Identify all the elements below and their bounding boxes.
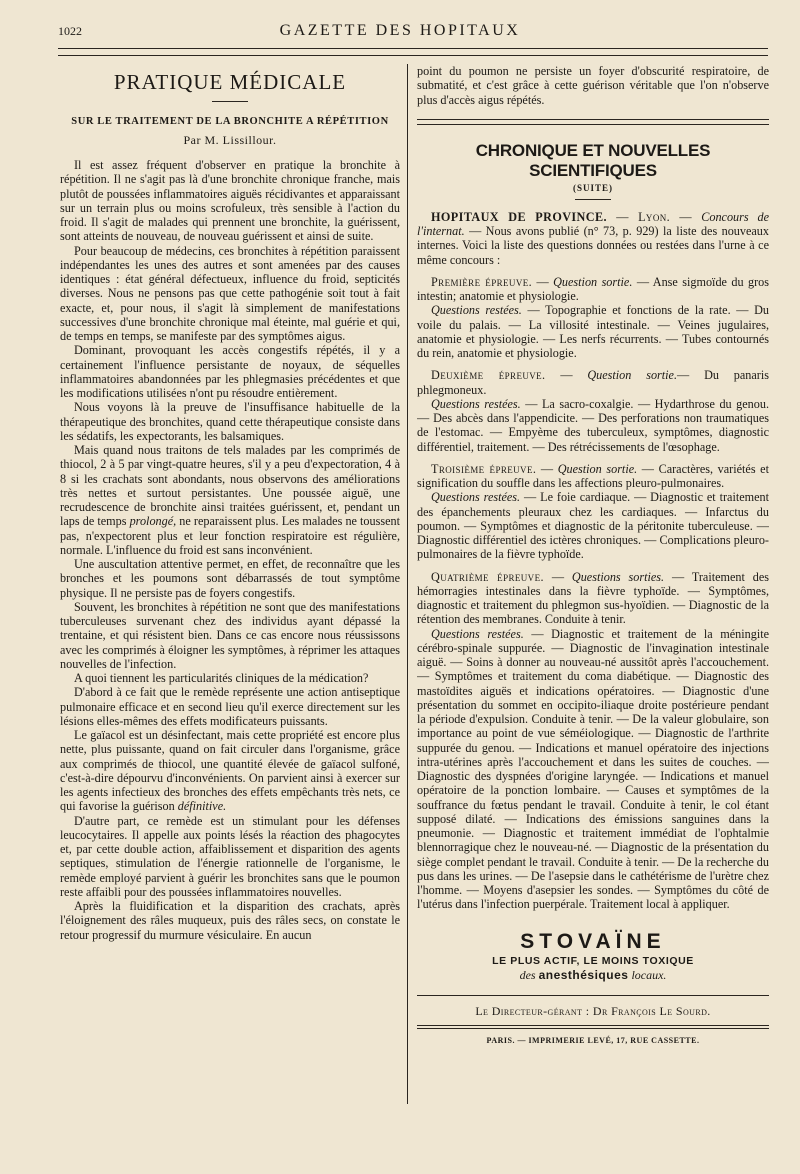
header-rule: [58, 48, 768, 49]
paragraph: Pour beaucoup de médecins, ces bronchites à répétition paraissent indépendantes les unes des autres et sont amenées par des causes identiques : état général défectueux, influence du froid, septicités diverses. Nous ne pensons pas que cette pathogénie soit tout à fait exacte, et, pour nous, il s'agit là simplement de manifestations successives d'une bronchite chronique mal éteinte, mal guérie et qui, de temps en temps, se manifeste par des symptômes aigus.: [60, 243, 400, 343]
epreuve-sortie: Première épreuve. — Question sortie. — Anse sigmoïde du gros intestin; anatomie et physiologie.: [417, 274, 769, 303]
article-title: SUR LE TRAITEMENT DE LA BRONCHITE A RÉPÉTITION: [71, 116, 389, 127]
italic-text: prolongé,: [129, 514, 177, 529]
sortie-text: — Anse sigmoïde du gros intestin; anatomie et physiologie.: [417, 274, 769, 303]
restees-text: — La sacro-coxalgie. — Hydarthrose du genou. — Des abcès dans l'appendicite. — Des perforations non traumatiques de l'estomac. — Empyème des tuberculeux, symptômes, diagnostic différentiel, traitement. — Des rétrécissements de l'œsophage.: [417, 396, 769, 454]
epreuve-block: [417, 462, 769, 562]
suite-label: (SUITE): [572, 182, 613, 193]
header-rule-secondary: [58, 55, 768, 56]
epreuve-restees: [417, 303, 769, 360]
paragraph: Il est assez fréquent d'observer en pratique la bronchite à répétition. Il ne s'agit pas là d'une bronchite chronique franche, mais plutôt de poussées inflammatoires aiguës récidivantes et apparaissant sur un terrain plus ou moins scrofuleux, très sensible à l'action du froid. Il s'agit de malades qui prennent une bronchite, la guérissent, sont atteints de nouveau, de nouveau guérissent et ainsi de suite.: [60, 158, 400, 244]
sortie-text: — Caractères, variétés et signification du souffle dans les affections pleuro-pulmonaires.: [417, 461, 769, 490]
epreuve-label: Première épreuve.: [431, 274, 533, 289]
section-rule: [417, 119, 769, 120]
byline: Par M. Lissillour.: [183, 133, 277, 147]
printer-line: PARIS. — IMPRIMERIE LEVÉ, 17, RUE CASSETTE.: [486, 1035, 700, 1045]
restees-text: — Topographie et fonctions de la rate. — Du voile du palais. — La villosité intestinale. — Veines jugulaires, anatomie et physiologie. — Les nerfs récurrents. — Tubes contournés du rein, anatomie et physiologie.: [417, 303, 769, 360]
restees-label: Questions restées.: [431, 303, 522, 318]
footer-rule-secondary: [417, 1025, 769, 1026]
advert-brand: STOVAÏNE: [520, 929, 666, 953]
restees-label: Questions restées.: [431, 490, 521, 505]
paragraph-text: Mais quand nous traitons de tels malades par les comprimés de thiocol, 2 à 5 par vingt-quatre heures, s'il y a peu d'expectoration, 4 à 8 si les crachats sont abondants, nous observons des améliorations très nettes et surtout persistantes. Une poussée aiguë, une recrudescence de bronchite ainsi traitées guérissent, et, pendant un laps de temps: [60, 443, 400, 529]
epreuve-label: Troisième épreuve.: [431, 461, 537, 476]
epreuve-restees: [417, 627, 769, 912]
sortie-text: — Du panaris phlegmoneux.: [417, 368, 769, 397]
title-rule: [575, 199, 611, 200]
lead-text: HOPITAUX DE PROVINCE.: [431, 209, 607, 224]
epreuve-restees: [417, 397, 769, 454]
director-line: Le Directeur-gérant : Dr François Le Sourd.: [475, 1003, 711, 1018]
epreuve-sortie: Troisième épreuve. — Question sortie. — Caractères, variétés et signification du souffle dans les affections pleuro-pulmonaires.: [417, 461, 769, 490]
right-column: [417, 64, 769, 1154]
epreuve-sortie: Quatrième épreuve. — Questions sorties. — Traitement des hémorragies intestinales dans la fièvre typhoïde. — Symptômes, diagnostic et traitement du phlegmon sus-hyoïdien. — Diagnostic de la rétention des membranes. Conduite à tenir.: [417, 569, 769, 627]
paragraph-text: ne reparaissent plus. Les malades ne toussent pas, n'expectorent plus et leur fonction respiratoire est régulière, normale. L'influence du froid est sans inconvénient.: [60, 514, 400, 557]
page-number: 1022: [58, 24, 82, 38]
epreuve-label: Deuxième épreuve.: [431, 368, 546, 383]
epreuve-block: [417, 570, 769, 912]
advert-line: des anesthésiques locaux.: [519, 967, 667, 982]
paragraph: Après la fluidification et la disparition des crachats, après l'éloignement des râles muqueux, puis des râles secs, on constate le retour progressif du murmure vésiculaire. En aucun: [60, 899, 400, 942]
restees-label: Questions restées.: [431, 396, 521, 411]
paragraph: A quoi tiennent les particularités cliniques de la médication?: [74, 671, 369, 685]
advertisement: [417, 930, 769, 983]
concours-text: Concours de l'internat.: [417, 209, 769, 238]
footer-rule: [417, 995, 769, 996]
paragraph: Nous voyons là la preuve de l'insuffisance habituelle de la thérapeutique des bronchites, quand cette thérapeutique consiste dans les sédatifs, les expectorants, les balsamiques.: [60, 400, 400, 443]
sortie-label: Question sortie.: [587, 368, 678, 383]
left-column: [60, 64, 400, 1154]
intro-text: — Nous avons publié (n° 73, p. 929) la liste des nouveaux internes. Voici la liste des questions données ou restées dans l'urne à ce même concours :: [417, 224, 769, 267]
column-divider: [407, 64, 408, 1104]
advert-tagline: LE PLUS ACTIF, LE MOINS TOXIQUE: [492, 954, 694, 967]
city-text: — Lyon. —: [606, 209, 702, 224]
continuation-paragraph: point du poumon ne persiste un foyer d'obscurité respiratoire, de submatité, et c'est grâce à cette guérison véritable que l'on n'observe plus d'accès aigus répétés.: [417, 64, 769, 107]
paragraph: Une auscultation attentive permet, en effet, de reconnaître que les bronches et les poumons sont débarrassés de tout symptôme physique. Il ne persiste pas de foyers congestifs.: [60, 557, 400, 600]
epreuve-restees: [417, 490, 769, 561]
advert-bold-word: anesthésiques: [538, 967, 629, 982]
epreuve-block: [417, 368, 769, 454]
paragraph: [60, 728, 400, 814]
intro-paragraph: [417, 210, 769, 267]
sortie-text: — Traitement des hémorragies intestinales dans la fièvre typhoïde. — Symptômes, diagnostic et traitement du phlegmon sus-hyoïdien. — Diagnostic de la rétention des membranes. Conduite à tenir.: [417, 569, 769, 627]
italic-text: définitive.: [177, 799, 227, 814]
paragraph-text: Le gaïacol est un désinfectant, mais cette propriété est encore plus nette, plus puissante, quand on fait circuler dans l'organisme, grâce aux comprimés de thiocol, une quantité élevée de gaïacol sulfoné, c'est-à-dire dépourvu d'inconvénients. On parvient ainsi à exercer sur les agents infectieux des bronches des effets empêchants très nets, ce qui favorise la guérison: [60, 728, 400, 814]
epreuve-label: Quatrième épreuve.: [431, 569, 544, 584]
restees-text: — Diagnostic et traitement de la méningite cérébro-spinale suppurée. — Diagnostic de l'invagination intestinale aiguë. — Soins à donner au nouveau-né aussitôt après l'accouchement. — Symptômes et traitement du coma diabétique. — Diagnostic des mastoïdites aiguës et indications opératoires. — Diagnostic d'une présentation du sommet en occipito-iliaque droite postérieure pendant la période d'expulsion. Conduite à tenir. — De la valeur globulaire, son importance au point de vue séméiologique. — Diagnostic de l'arthrite suppurée du genou. — Indications et manuel opératoire des injections intra-utérines après l'accouchement et dans les suites de couches. — Diagnostic des dyspnées d'origine laryngée. — Indications et manuel opératoire de la ponction lombaire. — Causes et symptômes de la souffrance du fœtus pendant le travail. Conduite à tenir, le col étant supposé dilaté. — Indications des émissions sanguines dans la pneumonie. — Diagnostic et traitement immédiat de l'ophtalmie blennorragique chez le nouveau-né. — Diagnostic de la présentation du siège complet pendant le travail. Conduite à tenir. — De la recherche du pus dans les urines. — De l'asepsie dans le cathétérisme de l'urètre chez l'homme. — Moyens d'asepsier les sondes. — Symptômes du côté de l'utérus dans l'infection puerpérale. Traitement local à appliquer.: [417, 626, 769, 912]
running-title: GAZETTE DES HOPITAUX: [279, 22, 521, 39]
paragraph: Dominant, provoquant les accès congestifs répétés, il y a certainement l'influence persistante de noyaux, de séquelles inflammatoires abandonnées par les phlegmasies précédentes et que les modifications utilisées n'ont pu résoudre entièrement.: [60, 343, 400, 400]
sortie-label: Questions sorties.: [571, 569, 665, 584]
sortie-label: Question sortie.: [557, 461, 638, 476]
paragraph: D'autre part, ce remède est un stimulant pour les défenses leucocytaires. Il appelle aux points lésés la réaction des phagocytes et, par cette double action, affaiblissement et disparition des agents septiques, stimulation de l'énergie rationnelle de l'organisme, le remède employé parvient à guérir les bronchites sans que le poumon reste affaibli pour des poussées inflammatoires nouvelles.: [60, 813, 400, 899]
paragraph: D'abord à ce fait que le remède représente une action antiseptique pulmonaire efficace et en second lieu qu'il exerce directement sur les lésions elles-mêmes des effets modificateurs puissants.: [60, 685, 400, 728]
footer-rule-tertiary: [417, 1028, 769, 1029]
section-title-pratique: PRATIQUE MÉDICALE: [113, 70, 347, 94]
title-rule: [212, 101, 248, 102]
epreuve-sortie: Deuxième épreuve. — Question sortie.— Du panaris phlegmoneux.: [417, 368, 769, 397]
paragraph: [60, 443, 400, 557]
restees-text: — Le foie cardiaque. — Diagnostic et traitement des épanchements pleuraux chez les cardiaques. — Infarctus du poumon. — Symptômes et diagnostic de la péritonite tuberculeuse. — Diagnostic différentiel des ictères chroniques. — Complications pleuro-pulmonaires de la fièvre typhoïde.: [417, 490, 769, 562]
sortie-label: Question sortie.: [553, 274, 633, 289]
section-rule-secondary: [417, 124, 769, 125]
restees-label: Questions restées.: [431, 626, 524, 641]
section-title-chronique: CHRONIQUE ET NOUVELLES SCIENTIFIQUES: [475, 140, 711, 180]
epreuve-block: [417, 275, 769, 361]
paragraph: Souvent, les bronchites à répétition ne sont que des manifestations tuberculeuses survenant chez des individus ayant dépassé la trentaine, et qui résistent bien. Dans ce cas encore nous réussissons avec les comprimés à éloigner les symptômes, à réprimer les attaques nouvelles de l'infection.: [60, 599, 400, 671]
